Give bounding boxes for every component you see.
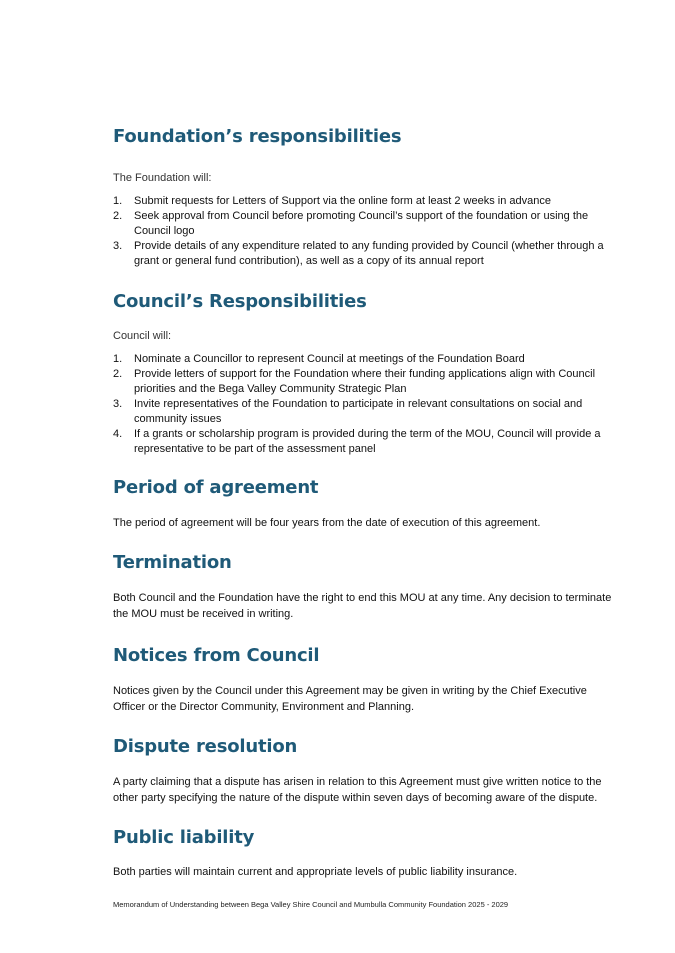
list-item-number: 2.: [113, 210, 123, 222]
notices-from-council-text: Notices given by the Council under this Agreement may be given in writing by the Chief Executive Officer or the Director Community, Environment and Planning.: [113, 684, 587, 713]
list-item-number: 2.: [113, 368, 123, 380]
list-item-text: If a grants or scholarship program is provided during the term of the MOU, Council will provide a representative to be part of the assessment panel: [134, 428, 601, 455]
list-item: [113, 194, 613, 209]
section-heading-foundation-responsibilities: Foundation’s responsibilities: [113, 126, 402, 147]
council-intro: Council will:: [113, 330, 172, 342]
foundation-intro: The Foundation will:: [113, 172, 212, 184]
list-item-number: 3.: [113, 398, 123, 410]
list-item-number: 3.: [113, 240, 123, 252]
council-responsibilities-list: [113, 352, 613, 457]
list-item: [113, 427, 613, 457]
list-item: [113, 239, 613, 269]
list-item-text: Provide details of any expenditure related to any funding provided by Council (whether through a grant or general fund contribution), as well as a copy of its annual report: [134, 240, 604, 267]
list-item: [113, 352, 613, 367]
list-item-text: Provide letters of support for the Foundation where their funding applications align with Council priorities and the Bega Valley Community Strategic Plan: [134, 368, 596, 395]
section-heading-dispute-resolution: Dispute resolution: [113, 735, 298, 757]
termination-text: Both Council and the Foundation have the right to end this MOU at any time. Any decision to terminate the MOU must be received in writing.: [113, 591, 612, 620]
list-item: [113, 367, 613, 397]
section-heading-public-liability: Public liability: [113, 826, 255, 848]
list-item-text: Invite representatives of the Foundation to participate in relevant consultations on social and community issues: [134, 398, 583, 425]
list-item: [113, 397, 613, 427]
period-of-agreement-text: The period of agreement will be four years from the date of execution of this agreement.: [113, 517, 541, 529]
dispute-resolution-text: A party claiming that a dispute has arisen in relation to this Agreement must give written notice to the other party specifying the nature of the dispute within seven days of becoming aware of the dispute.: [113, 775, 602, 804]
list-item-text: Seek approval from Council before promoting Council’s support of the foundation or using the Council logo: [134, 210, 589, 237]
list-item-text: Nominate a Councillor to represent Council at meetings of the Foundation Board: [134, 353, 525, 365]
document-page: [113, 118, 613, 880]
foundation-responsibilities-list: [113, 194, 613, 269]
section-heading-period-of-agreement: Period of agreement: [113, 477, 319, 498]
page-footer: Memorandum of Understanding between Bega Valley Shire Council and Mumbulla Community Foundation 2025 - 2029: [113, 900, 509, 909]
list-item: [113, 209, 613, 239]
section-heading-notices-from-council: Notices from Council: [113, 644, 320, 666]
section-heading-council-responsibilities: Council’s Responsibilities: [113, 291, 367, 312]
list-item-number: 4.: [113, 428, 123, 440]
public-liability-text: Both parties will maintain current and appropriate levels of public liability insurance.: [113, 865, 518, 878]
section-heading-termination: Termination: [113, 551, 232, 573]
list-item-number: 1.: [113, 195, 123, 207]
list-item-number: 1.: [113, 353, 123, 365]
list-item-text: Submit requests for Letters of Support via the online form at least 2 weeks in advance: [134, 195, 552, 207]
